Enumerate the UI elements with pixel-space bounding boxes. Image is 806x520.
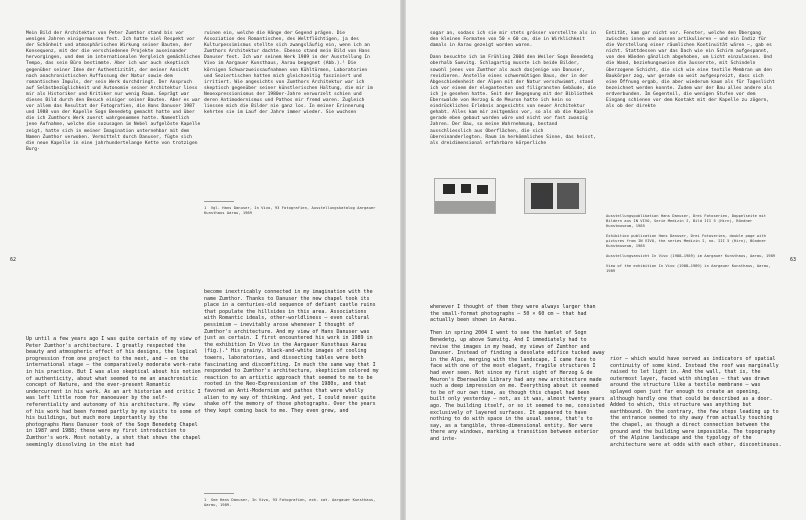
right-english-column-1: whenever I thought of them they were always larger than the small-format photographs — 50 × 60 cm — that had actually been shown in Aarau. Then in spring 2004 I went to see the hamlet of Sogn Benedetg, up above Sumvitg. And I immediately had to revise the images in my head, my views of Zumthor and Danuser. Instead of finding a desolate edifice tucked away in the Alps, merging with the landscape, I came face to face with one of the most elegant, fragile structures I had ever seen. Not since my first sight of Herzog & de Meuron's Eberswalde Library had any new architecture made such a deep impression on me. Everything about it seemed to be of our own time, as though this chapel had been built only yesterday — not, as it was, almost twenty years ago. The building itself, or so it seemed to me, consisted exclusively of layered surfaces. It appeared to have nothing to do with space in the usual sense, that's to say, as a tangible, three-dimensional entity. Nor were there any windows, marking a transition between exterior and inte- <box>430 304 605 442</box>
left-german-footnote: 1 Vgl. Hans Danuser, In Vivo, 93 Fotografien, Ausstellungskatalog Aargauer Kunsthaus Aarau, 1989 <box>204 205 378 215</box>
exhibition-photo <box>434 178 496 214</box>
page-number-left: 62 <box>10 257 17 263</box>
left-german-column-1: Mein Bild der Architektur von Peter Zumthor stand bis vor wenigen Jahren einigermassen fest. Ich hatte viel Respekt vor der Schönheit und atmosphärischen Wirkung seiner Bauten, der Konsequenz, mit der die verschiedenen Projekte auseinander hervorgingen, und dem im internationalen Vergleich gemächlichen Tempo, das sein Büro bestimmte. Aber ich war auch skeptisch gegenüber seiner Idee der Authentizität, der meiner Ansicht nach anachronistischen Auffassung der Natur sowie dem romantischen Impuls, der sein Werk durchdringt. Der Anspruch auf Selbstbezüglichkeit und Autonomie seiner Architektur liess mir als Historiker und Kritiker nur wenig Raum. Geprägt war dieses Bild durch den Besuch einiger seiner Bauten. Aber es war vor allem das Resultat der Fotografien, die Hans Danuser 1987 und 1988 von der Kapelle Sogn Benedetg gemacht hatte und über die ich Zumthors Werk zuerst wahrgenommen hatte. Namentlich jene Aufnahme, welche die sozusagen im Nebel aufgelöste Kapelle zeigt, hatte sich in meiner Imagination unternehbar mit dem Namen Zumthor verwoben. Vermittelt durch Danuser, fügte sich die neue Kapelle in eine jahrhundertelange Kette von trotzigen Burg- <box>26 31 204 152</box>
figure-captions: Ausstellungspublikation Hans Danuser, Drei Fotoserien, Doppelseite mit Bildern aus IN VIVO, Serie Medizin I, Bild III 5 (Hirn), Bündner Kunstmuseum, 1985 Exhibition publication Hans Danuser, Drei Fotoserien, double page with pictures from IN VIVO, the series Medizin I, no. III 5 (Hirn), Bündner Kunstmuseum, 1985 Ausstellungsansicht In Vivo (1988–1989) im Aargauer Kunsthaus, Aarau, 1989 View of the exhibition In Vivo (1988–1989) in Aargauer Kunsthaus, Aarau, 1989 <box>606 213 776 273</box>
footnote-rule <box>204 493 234 494</box>
right-german-column-1: sogar an, sodass ich sie mir stets grösser vorstellte als in den kleinen Formaten von 50 × 60 cm, die in Wirklichkeit damals in Aarau gezeigt worden waren. Dann besuchte ich im Frühling 2004 den Weiler Sogn Benedetg oberhalb Sumvitg. Schlagartig musste ich beide Bilder, sowohl jenes von Zumthor als auch dasjenige von Danuser, revidieren. Anstelle eines schwermütigen Baus, der in der Abgeschiedenheit der Alpen mit der Natur verschwimmt, stand ich vor einem der elegantesten und filigransten Gebäude, die ich je gesehen hatte. Seit der Begegnung mit der Bibliothek Eberswalde von Herzog & de Meuron hatte ich kein so eindrückliches Erlebnis angesichts von neuer Architektur gehabt. Alles kam mir zeitgemäss vor, so als ob die Kapelle gerade eben gebaut worden wäre und nicht vor fast zwanzig Jahren. Der Bau, so meine Wahrnehmung, bestand ausschliesslich aus Oberflächen, die sich übereinanderlegten. Raum im herkömmlichen Sinne, das heisst, als dreidimensional erfahrbare körperliche <box>430 31 596 146</box>
page-number-right: 63 <box>790 257 797 263</box>
footnote-rule <box>204 201 234 202</box>
publication-photo <box>524 178 586 214</box>
left-english-column-1: Up until a few years ago I was quite certain of my view of Peter Zumthor's architecture. I greatly respected the beauty and atmospheric effect of his designs, the logical progression from one project to the next, and — on the international stage — the comparatively moderate work-rate in his practice. But I was also skeptical about his notion of authenticity, about what seemed to me an anachronistic concept of Nature, and the ever-present Romantic undercurrent in his work. As an art historian and critic I was left little room for manoeuver by the self-referentiality and autonomy of his architecture. My view of his work had been formed partly by my visits to some of his buildings, but much more importantly by the photographs Hans Danuser took of the Sogn Benedetg Chapel in 1987 and 1988; these were my first introduction to Zumthor's work. Most notably, a shot that shows the chapel seemingly dissolving in the mist had <box>26 336 204 448</box>
right-german-column-2: Entität, kam gar nicht vor. Fenster, welche den Übergang zwischen innen und aussen artikulieren — und ein Indiz für die Vorstellung einer räumlichen Kontinuität wären —, gab es nicht. Stattdessen war das Dach wie ein Schirm aufgespannt, von den Wänden gänzlich abgehoben, um Licht einzulassen. Und die Wand, beziehungsweise die äusserste, mit Schindeln überzogene Schicht, die sich wie eine textile Membran um den Baukörper zog, war gerade so weit aufgespreizt, dass sich eine Öffnung ergab, die aber wiederum kaum als für Tageslicht bezeichnet werden konnte. Zudem war der Bau alles andere als erdverbunden. Im Gegenteil, die wenigen Stufen vor dem Eingang schienen vor dem Kontakt mit der Kapelle zu zögern, als ob der direkte <box>606 31 778 110</box>
left-english-footnote: 1 See Hans Danuser, In Vivo, 93 Fotografien, exh. cat. Aargauer Kunsthaus, Aarau, 1989. <box>204 497 378 507</box>
right-english-column-2: rior — which would have served as indicators of spatial continuity of some kind. Instead the roof was marginally raised to let light in. And the wall, that is, the outermost layer, faced with shingles — that was drawn around the structure like a textile membrane — was splayed open just far enough to create an opening, although hardly one that could be described as a door. Added to which, this structure was anything but earthbound. On the contrary, the few steps leading up to the entrance seemed to shy away from actually touching the chapel, as though a direct connection between the ground and the building were impossible. The topography of the Alpine landscape and the typology of the architecture were at odds with each other, discontinuous. <box>610 356 782 448</box>
left-german-column-2: ruinen ein, welche die Hänge der Gegend prägen. Die Assoziation des Romantischen, des Weltflüchtigen, ja des Kulturpessimismus stellte sich zwangsläufig ein, wenn ich an Zumthors Architektur dachte. Ebenso stand mein Bild von Hans Danuser fest. Ich war seinem Werk 1989 in der Ausstellung In Vivo im Aargauer Kunsthaus, Aarau begegnet (Abb.).¹ Die körnigen Schwarzweissaufnahmen von Kühltürmen, Laboratorien und Seziertischen hatten mich gleichzeitig fasziniert und irritiert. Wie angesichts von Zumthors Architektur war ich skeptisch gegenüber seiner künstlerischen Haltung, die mir im Neoexpressionismus der 1980er-Jahre verwurzelt schien und deren Antimodernismus und Pathos mir fremd waren. Zugleich liessen mich die Bilder nie ganz los. In meiner Erinnerung kehrten sie im Lauf der Jahre immer wieder. Sie wuchsen <box>204 31 376 116</box>
left-english-column-2: become inextricably connected in my imagination with the name Zumthor. Thanks to Danuser the new chapel took its place in a centuries-old sequence of defiant castle ruins that populate the hillsides in this area. Associations with Romantic ideals, other-worldliness — even cultural pessimism — inevitably arose whenever I thought of Zumthor's architecture. And my view of Hans Danuser was just as certain. I first encountered his work in 1989 in the exhibition In Vivo in the Aargauer Kunsthaus Aarau (fig.).¹ His grainy, black-and-white images of cooling towers, laboratories, and dissecting tables were both fascinating and discomfiting. In much the same way that I responded to Zumthor's architecture, skepticism colored my reaction to an artistic approach that seemed to me to be rooted in the Neo-Expressionism of the 1980s, and that favored an Anti-Modernism and pathos that were wholly alien to my way of thinking. And yet, I could never quite shake off the memory of those photographs. Over the years they kept coming back to me. They even grew, and <box>204 289 382 414</box>
left-page <box>0 0 400 520</box>
right-page <box>406 0 806 520</box>
